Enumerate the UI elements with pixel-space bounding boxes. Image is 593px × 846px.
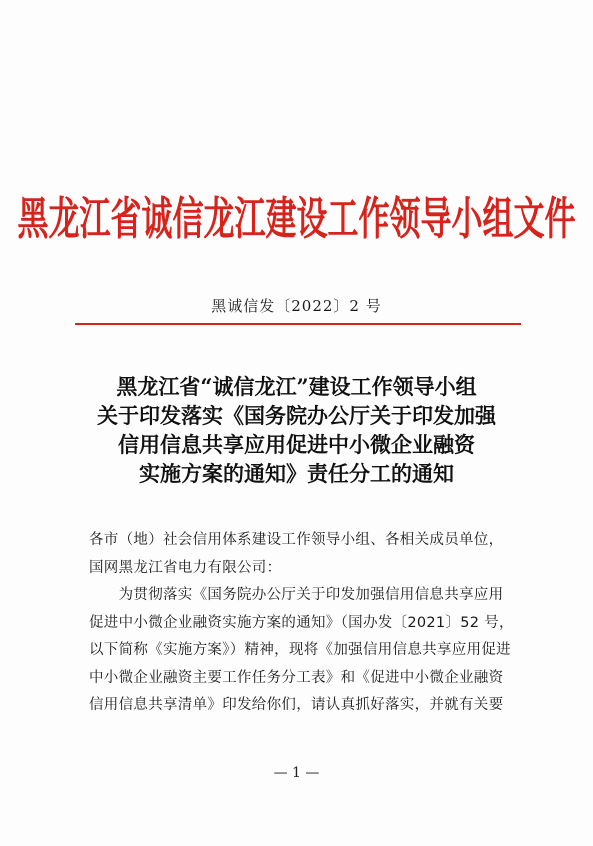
page-number: — 1 — bbox=[273, 765, 320, 781]
notice-title-line: 实施方案的通知》责任分工的通知 bbox=[139, 461, 454, 486]
body-paragraph-line: 促进中小微企业融资实施方案的通知》（国办发〔2021〕52 号， bbox=[89, 614, 514, 631]
red-divider-line bbox=[75, 323, 521, 325]
document-header-title: 黑龙江省诚信龙江建设工作领导小组文件 bbox=[17, 193, 576, 246]
body-paragraph-line: 中小微企业融资主要工作任务分工表》和《促进中小微企业融资 bbox=[89, 669, 504, 686]
notice-title-line: 关于印发落实《国务院办公厅关于印发加强 bbox=[97, 403, 496, 428]
body-paragraph-line: 信用信息共享清单》印发给你们，请认真抓好落实，并就有关要 bbox=[89, 697, 504, 713]
notice-body bbox=[89, 527, 521, 720]
notice-title-line: 黑龙江省“诚信龙江”建设工作领导小组 bbox=[116, 374, 477, 399]
body-paragraph-line: 为贯彻落实《国务院办公厅关于印发加强信用信息共享应用 bbox=[89, 587, 504, 603]
body-line-addressee: 国网黑龙江省电力有限公司： bbox=[89, 559, 282, 576]
notice-title-line: 信用信息共享应用促进中小微企业融资 bbox=[118, 432, 475, 457]
notice-title bbox=[0, 372, 593, 488]
body-paragraph-line: 以下简称《实施方案》）精神，现将《加强信用信息共享应用促进 bbox=[89, 642, 511, 658]
body-line-addressee: 各市（地）社会信用体系建设工作领导小组、各相关成员单位， bbox=[89, 532, 504, 548]
document-number: 黑诚信发〔2022〕2 号 bbox=[211, 297, 382, 315]
